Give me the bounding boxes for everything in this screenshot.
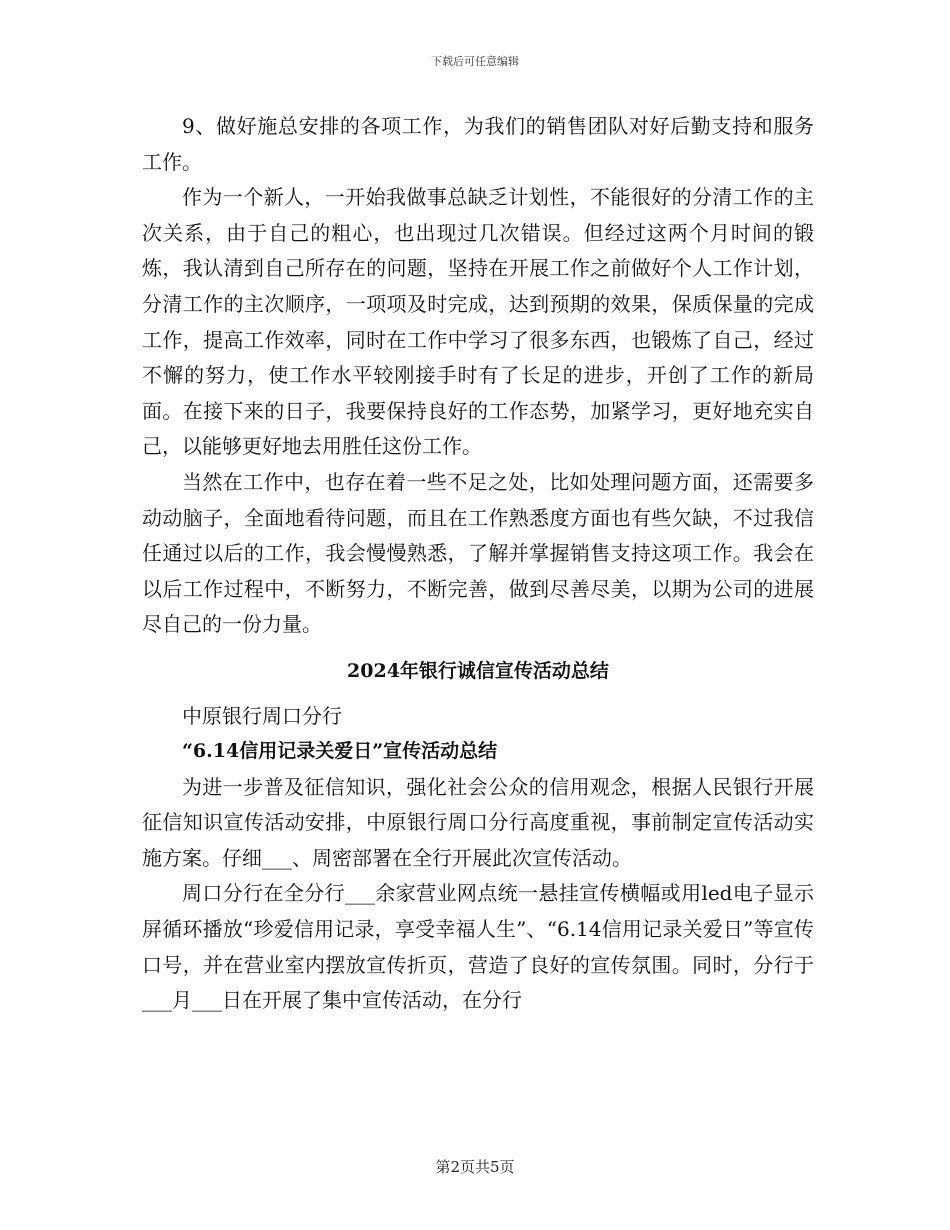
section-subtitle: “6.14信用记录关爱日”宣传活动总结 [182,740,498,763]
paragraph-item-9: 9、做好施总安排的各项工作，为我们的销售团队对好后勤支持和服务工作。 [142,114,814,174]
page-number: 第2页共5页 [435,1158,515,1176]
paragraph-self-review: 作为一个新人，一开始我做事总缺乏计划性，不能很好的分清工作的主次关系，由于自己的粗心，也出现过几次错误。但经过这两个月时间的锻炼，我认清到自己所存在的问题，坚持在开展工作之前做好个人工作计划，分清工作的主次顺序，一项项及时完成，达到预期的效果，保质保量的完成工作，提高工作效率，同时在工作中学习了很多东西，也锻炼了自己，经过不懈的努力，使工作水平较刚接手时有了长足的进步，开创了工作的新局面。在接下来的日子，我要保持良好的工作态势，加紧学习，更好地充实自己，以能够更好地去用胜任这份工作。 [142,185,814,459]
paragraph-intro: 为进一步普及征信知识，强化社会公众的信用观念，根据人民银行开展征信知识宣传活动安排，中原银行周口分行高度重视，事前制定宣传活动实施方案。仔细___、周密部署在全行开展此次宣传活动。 [142,774,814,870]
paragraph-shortcomings: 当然在工作中，也存在着一些不足之处，比如处理问题方面，还需要多动动脑子，全面地看待问题，而且在工作熟悉度方面也有些欠缺，不过我信任通过以后的工作，我会慢慢熟悉，了解并掌握销售支持这项工作。我会在以后工作过程中，不断努力，不断完善，做到尽善尽美，以期为公司的进展尽自己的一份力量。 [142,469,814,637]
paragraph-activities: 周口分行在全分行___余家营业网点统一悬挂宣传横幅或用led电子显示屏循环播放“珍爱信用记录，享受幸福人生”、“6.14信用记录关爱日”等宣传口号，并在营业室内摆放宣传折页，营造了良好的宣传氛围。同时，分行于___月___日在开展了集中宣传活动，在分行 [142,881,814,1013]
document-body [142,109,814,1019]
page-header: 下载后可任意编辑 [431,55,519,68]
section-title: 2024年银行诚信宣传活动总结 [347,659,609,682]
org-line: 中原银行周口分行 [182,703,342,728]
